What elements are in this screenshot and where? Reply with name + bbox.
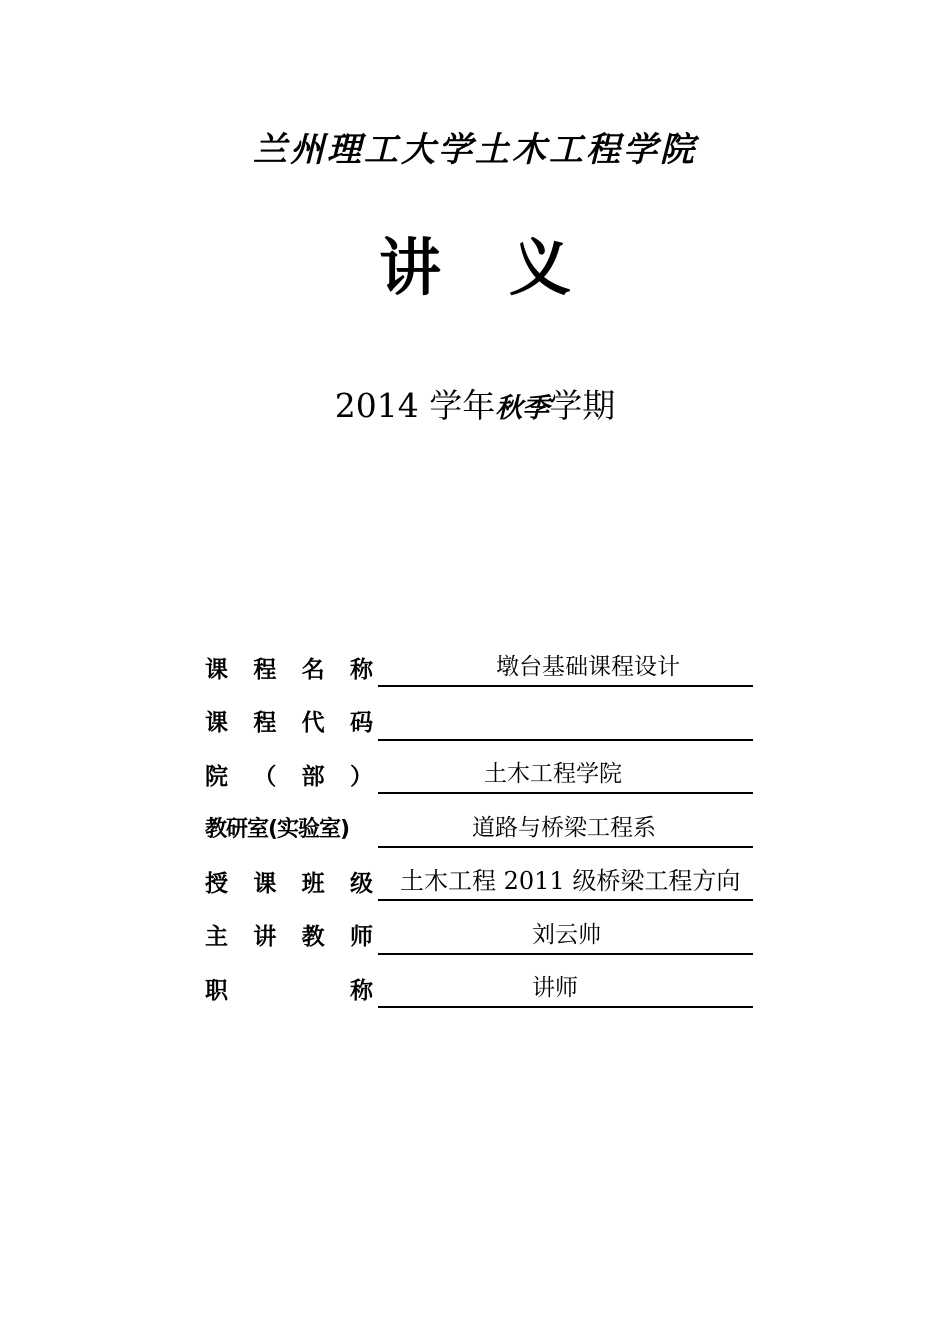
course-info-table bbox=[205, 640, 753, 1015]
course-name-row bbox=[205, 640, 753, 694]
teacher-label bbox=[205, 920, 373, 950]
department-row bbox=[205, 747, 753, 801]
teacher-value: 刘云帅 bbox=[532, 921, 601, 948]
section-label bbox=[205, 813, 373, 843]
label-char: 称 bbox=[350, 977, 373, 1004]
label-char: 级 bbox=[349, 870, 373, 897]
title-char-left: 讲 bbox=[378, 231, 441, 304]
rank-label bbox=[205, 973, 373, 1003]
label-char: 课 bbox=[205, 656, 228, 683]
semester-line bbox=[0, 382, 950, 433]
label-char: （ bbox=[253, 763, 277, 790]
class-row bbox=[205, 854, 753, 908]
label-char: 主 bbox=[205, 924, 228, 950]
label-char: 程 bbox=[253, 710, 277, 736]
department-label bbox=[205, 759, 373, 789]
section-row bbox=[205, 801, 753, 855]
course-name-value: 墩台基础课程设计 bbox=[496, 654, 680, 680]
section-value: 道路与桥梁工程系 bbox=[472, 814, 656, 841]
section-underline bbox=[378, 801, 753, 848]
class-label bbox=[205, 866, 373, 896]
term-suffix: 学期 bbox=[549, 386, 616, 425]
label-char: 名 bbox=[301, 656, 325, 683]
label-char: 码 bbox=[349, 710, 373, 736]
rank-row bbox=[205, 961, 753, 1015]
label-char: ） bbox=[349, 763, 373, 790]
label-char: 课 bbox=[205, 710, 228, 736]
school-name: 兰州理工大学土木工程学院 bbox=[253, 130, 697, 170]
course-name-underline bbox=[378, 640, 753, 687]
rank-underline bbox=[378, 961, 753, 1008]
label-char: 程 bbox=[253, 656, 277, 683]
class-value: 土木工程 2011 级桥梁工程方向 bbox=[400, 867, 741, 895]
term-season: 秋季 bbox=[495, 393, 550, 424]
course-code-label bbox=[205, 706, 373, 736]
class-underline bbox=[378, 854, 753, 901]
label-char: 院 bbox=[205, 763, 228, 790]
section-label-text: 教研室(实验室) bbox=[205, 817, 350, 842]
label-char: 课 bbox=[253, 870, 277, 897]
teacher-row bbox=[205, 908, 753, 962]
label-char: 师 bbox=[349, 924, 373, 950]
label-char: 班 bbox=[301, 870, 325, 897]
label-char: 称 bbox=[349, 656, 373, 683]
course-code-underline bbox=[378, 694, 753, 741]
label-char: 授 bbox=[205, 870, 228, 897]
label-char: 职 bbox=[205, 977, 228, 1004]
term-year: 2014 学年 bbox=[334, 386, 496, 425]
rank-value: 讲师 bbox=[532, 975, 578, 1001]
department-underline bbox=[378, 747, 753, 794]
label-char: 教 bbox=[301, 924, 325, 950]
department-value: 土木工程学院 bbox=[484, 761, 622, 787]
label-char: 讲 bbox=[253, 924, 277, 950]
document-title bbox=[0, 228, 950, 308]
label-char: 代 bbox=[301, 710, 325, 736]
teacher-underline bbox=[378, 908, 753, 955]
course-name-label bbox=[205, 652, 373, 682]
title-char-right: 义 bbox=[509, 231, 572, 304]
label-char: 部 bbox=[301, 763, 325, 790]
course-code-row bbox=[205, 694, 753, 748]
